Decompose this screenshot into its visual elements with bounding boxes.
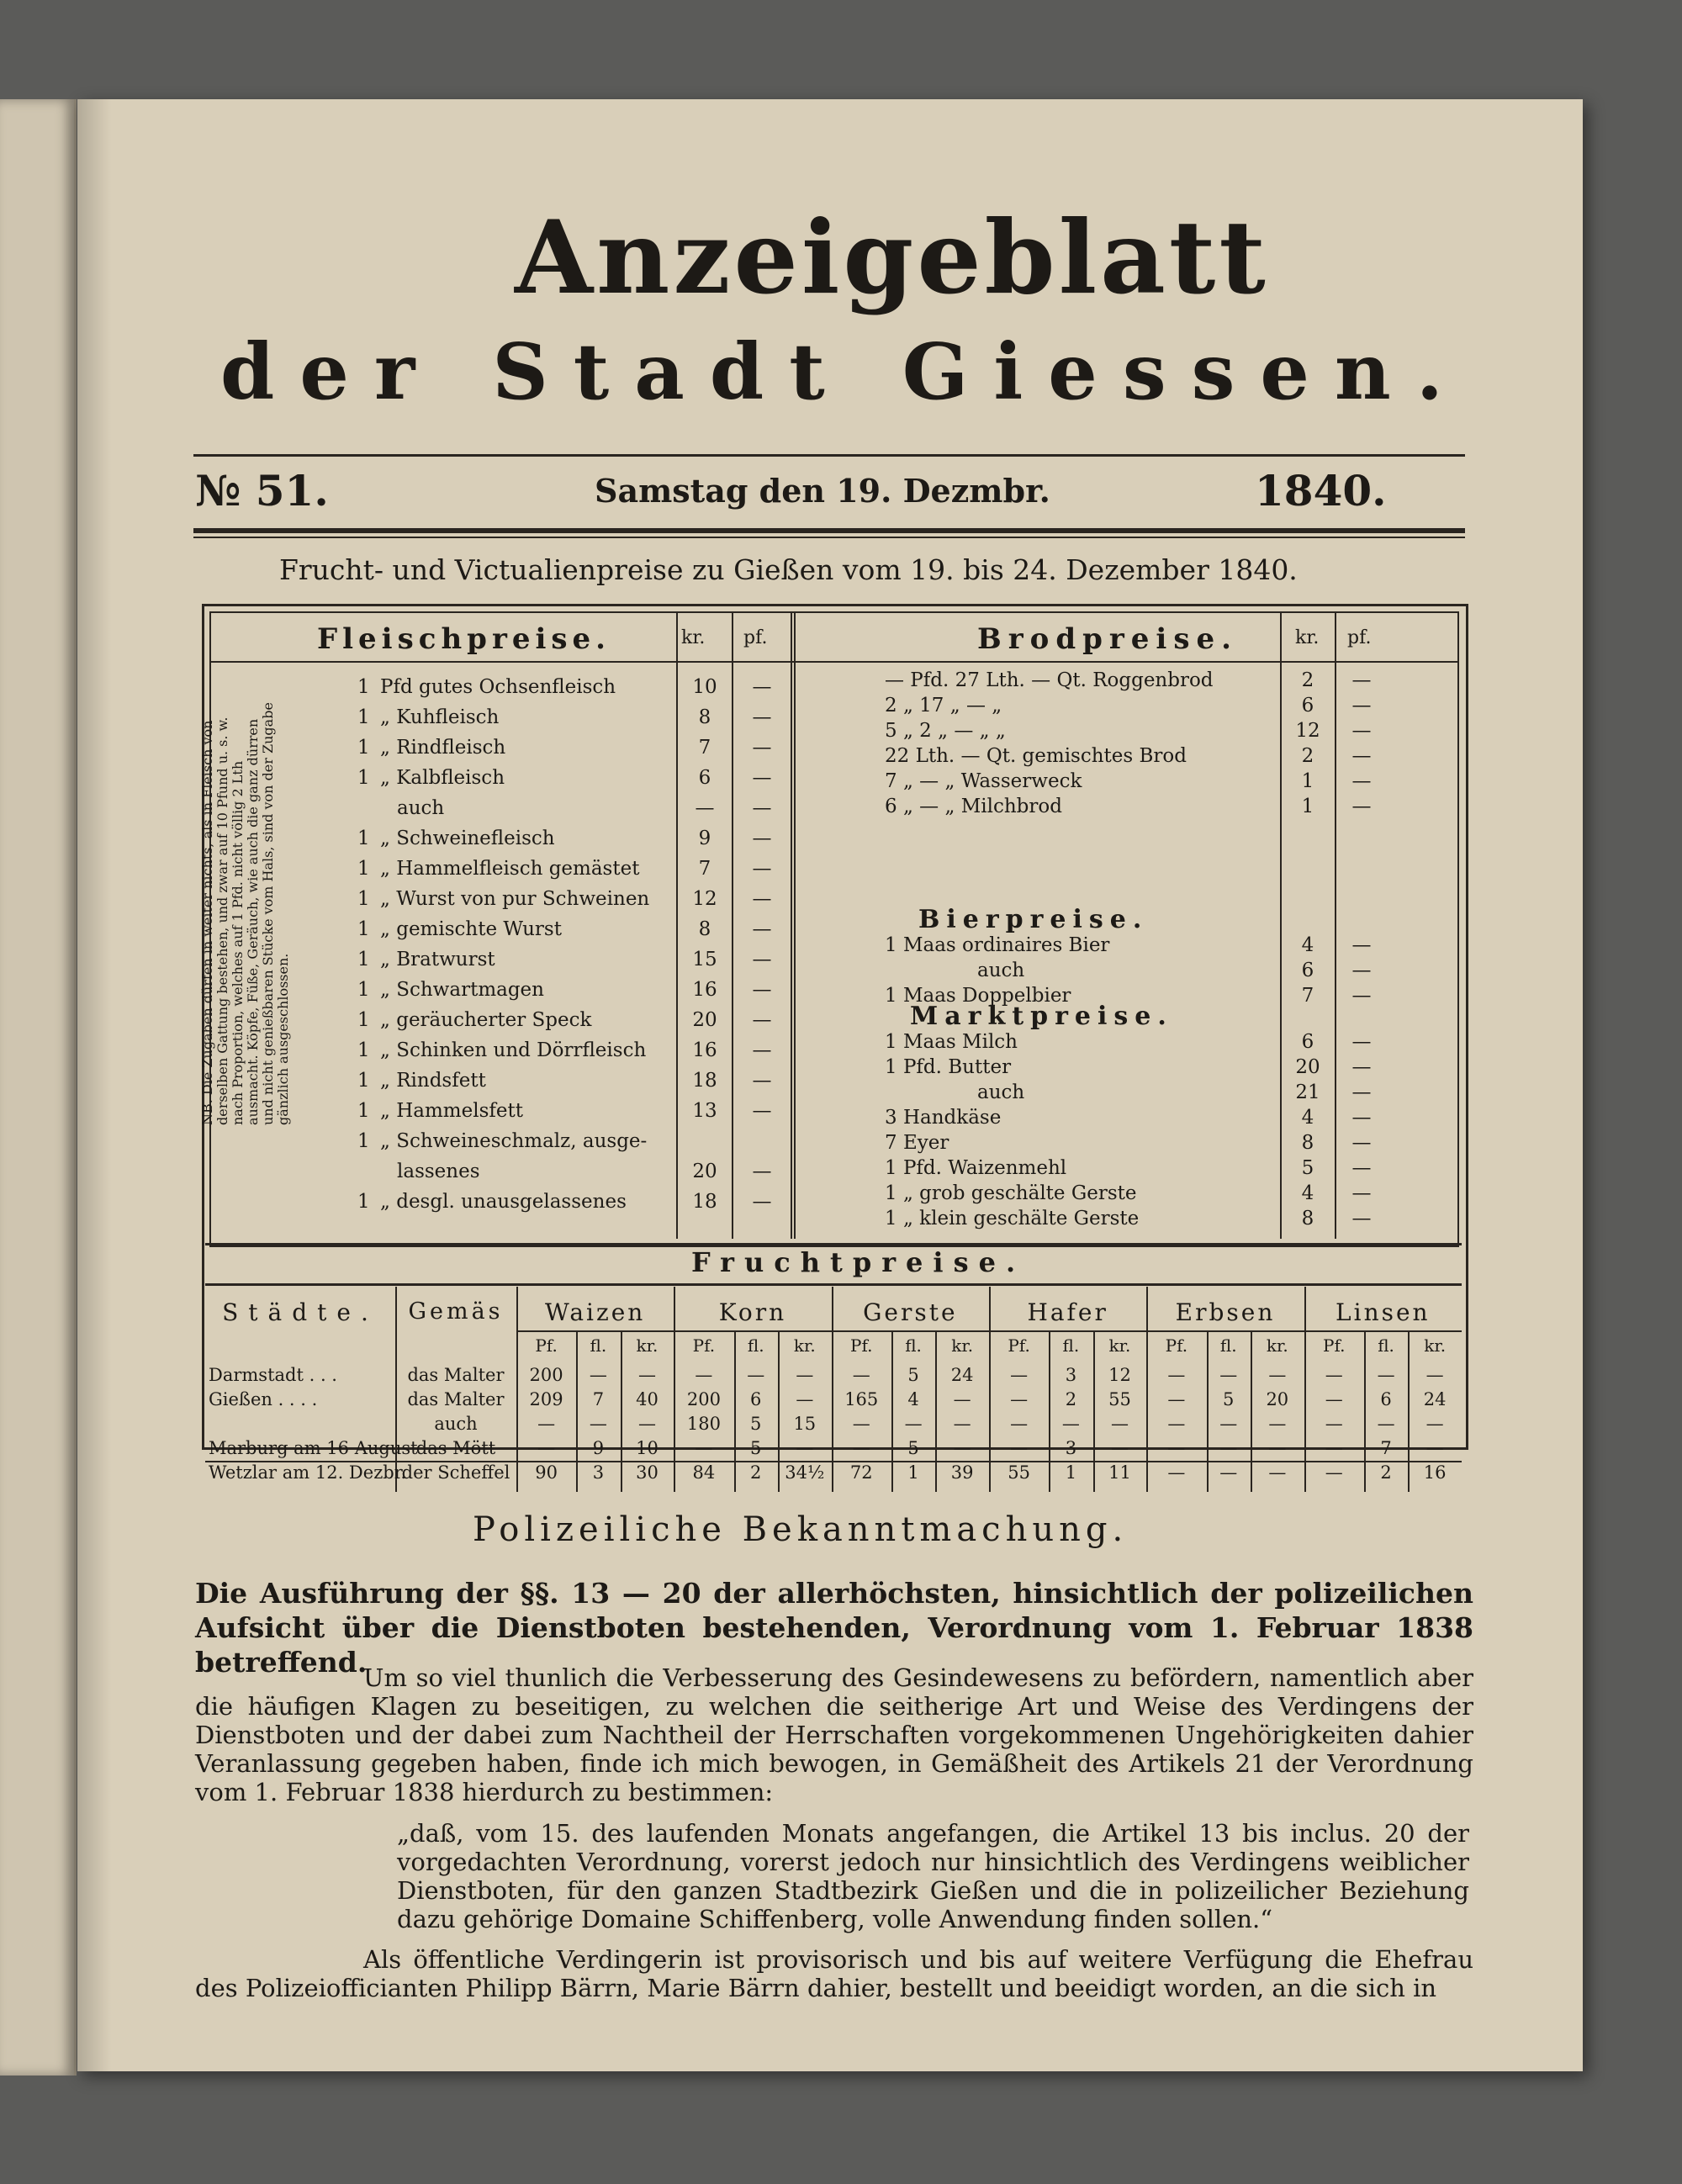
issue-date: Samstag den 19. Dezmbr. xyxy=(595,472,1050,510)
fleisch-pf: — xyxy=(752,888,772,910)
frucht-cell: — xyxy=(904,1414,923,1434)
fleisch-pf: — xyxy=(752,1009,772,1031)
frucht-cell: 11 xyxy=(1108,1462,1131,1483)
frucht-subcol-header: fl. xyxy=(1219,1335,1237,1356)
frucht-subcol-header: fl. xyxy=(747,1335,764,1356)
fleisch-kr: 20 xyxy=(692,1009,717,1031)
markt-kr: 8 xyxy=(1301,1132,1314,1154)
fleisch-qty: 1 xyxy=(357,767,370,789)
frucht-subcol-header: Pf. xyxy=(849,1335,873,1356)
frucht-grain-header: Korn xyxy=(718,1298,787,1326)
fleisch-kr: 8 xyxy=(698,706,711,728)
fleisch-end-divider xyxy=(791,612,792,1239)
brod-pf: — xyxy=(1351,695,1372,717)
frucht-cell: 15 xyxy=(793,1414,817,1434)
frucht-cell: 5 xyxy=(750,1438,762,1458)
frucht-cell: — xyxy=(953,1438,971,1458)
frucht-cell: 4 xyxy=(907,1389,919,1409)
fleisch-pf: — xyxy=(752,1039,772,1061)
bier-pf: — xyxy=(1351,985,1372,1007)
fleisch-kr: 18 xyxy=(692,1070,717,1092)
fleisch-qty: 1 xyxy=(357,918,370,940)
markt-pf: — xyxy=(1351,1081,1372,1103)
markt-pf: — xyxy=(1351,1132,1372,1154)
frucht-cell: — xyxy=(589,1414,607,1434)
fleisch-kr: 13 xyxy=(692,1100,717,1122)
frucht-subcol-header: kr. xyxy=(636,1335,659,1356)
brod-heading: Brodpreise. xyxy=(977,622,1238,656)
frucht-cell: 3 xyxy=(1065,1438,1077,1458)
fleisch-header-line xyxy=(210,661,875,663)
markt-kr: 8 xyxy=(1301,1208,1314,1229)
bier-item: auch xyxy=(977,960,1025,981)
fleisch-note: NB. Die Zugaben dürfen in weiter nichts, als in Fleisch von derselben Gattung bestehen, und zwar auf 10 Pfund u. s. w. nach Proportion, welches auf 1 Pfd. nicht völlig 2 Lth ausmacht. Köpfe, Füße, Geräuch, wie auch die ganz dürren und nicht genießbaren Stücke vom Hals, sind von der Zugabe gänzlich ausgeschlossen. xyxy=(199,702,291,1125)
markt-item: 1 „ grob geschälte Gerste xyxy=(885,1182,1137,1204)
notice-heading: Polizeiliche Bekanntmachung. xyxy=(473,1510,1129,1549)
notice-paragraph-2: Als öffentliche Verdingerin ist provisorisch und bis auf weitere Verfügung die Ehefrau des Polizeiofficianten Philipp Bärrn, Marie Bärrn dahier, bestellt und beeidigt worden, an die sich in xyxy=(195,1945,1473,2002)
fleisch-pf: — xyxy=(752,858,772,880)
masthead-rule-top xyxy=(193,454,1465,457)
frucht-cell: — xyxy=(537,1438,556,1458)
fleisch-pf: — xyxy=(752,979,772,1001)
brod-pf: — xyxy=(1351,796,1372,817)
bier-item: 1 Maas ordinaires Bier xyxy=(885,934,1110,956)
frucht-cell: — xyxy=(537,1414,556,1434)
frucht-cell: — xyxy=(1425,1438,1444,1458)
frucht-cell: — xyxy=(747,1365,765,1385)
frucht-cell: 180 xyxy=(686,1414,721,1434)
brod-pf: — xyxy=(1351,770,1372,792)
frucht-cell: — xyxy=(1219,1414,1238,1434)
bier-item: 1 Maas Doppelbier xyxy=(885,985,1071,1007)
frucht-cell: — xyxy=(1167,1462,1186,1483)
bier-kr: 7 xyxy=(1301,985,1314,1007)
fleisch-qty: 1 xyxy=(357,706,370,728)
markt-pf: — xyxy=(1351,1157,1372,1179)
markt-item: 3 Handkäse xyxy=(885,1107,1002,1129)
frucht-subcol-header: fl. xyxy=(1062,1335,1080,1356)
fleisch-kr: 6 xyxy=(698,767,711,789)
frucht-subcol-header: fl. xyxy=(905,1335,922,1356)
markt-item: 7 Eyer xyxy=(885,1132,949,1154)
frucht-gemaes: das Mött xyxy=(415,1438,496,1458)
frucht-cell: — xyxy=(1110,1414,1129,1434)
frucht-stadt: Gießen . . . . xyxy=(209,1389,318,1409)
frucht-cell: — xyxy=(695,1438,713,1458)
notice-lead: Die Ausführung der §§. 13 — 20 der allerhöchsten, hinsichtlich der polizeilichen Aufsicht über die Dienstboten bestehenden, Verordnung vom 1. Februar 1838 betreffend. xyxy=(195,1577,1473,1679)
fleisch-qty: 1 xyxy=(357,1009,370,1031)
frucht-cell: 5 xyxy=(907,1438,919,1458)
masthead-rule-bottom xyxy=(193,528,1465,533)
brod-kr: 2 xyxy=(1301,669,1314,691)
frucht-stadt: Marburg am 16 August xyxy=(209,1438,418,1458)
frucht-cell: 2 xyxy=(750,1462,762,1483)
brod-col-pf: pf. xyxy=(1347,627,1372,648)
masthead-title: Anzeigeblatt xyxy=(515,198,1269,317)
notice-paragraph-1: Um so viel thunlich die Verbesserung des Gesindewesens zu befördern, namentlich aber die häufigen Klagen zu beseitigen, zu welchen die seitherige Art und Weise des Verdingens der Dienstboten und der dabei zum Nachtheil der Herrschaften vorgekommenen Ungehörigkeiten dahier Veranlassung gegeben haben, finde ich mich bewogen, in Gemäßheit des Artikels 21 der Verordnung vom 1. Februar 1838 hierdurch zu bestimmen: xyxy=(195,1663,1473,1806)
frucht-cell: 2 xyxy=(1065,1389,1077,1409)
bier-kr: 6 xyxy=(1301,960,1314,981)
frucht-cell: — xyxy=(1219,1365,1238,1385)
frucht-gemaes: das Malter xyxy=(407,1365,505,1385)
frucht-cell: 2 xyxy=(1380,1462,1392,1483)
frucht-grain-header: Waizen xyxy=(544,1298,646,1326)
frucht-cell: 55 xyxy=(1008,1462,1030,1483)
brod-kr: 1 xyxy=(1301,770,1314,792)
frucht-gemaes: der Scheffel xyxy=(401,1462,510,1483)
frucht-cell: 12 xyxy=(1108,1365,1131,1385)
frucht-cell: 24 xyxy=(950,1365,974,1385)
fleisch-qty: 1 xyxy=(357,1100,370,1122)
fleisch-kr: 16 xyxy=(692,1039,717,1061)
fleisch-pf: — xyxy=(752,828,772,849)
brod-item: 6 „ — „ Milchbrod xyxy=(885,796,1062,817)
brod-item: 5 „ 2 „ — „ „ xyxy=(885,720,1006,742)
bier-pf: — xyxy=(1351,960,1372,981)
masthead-rule-thin xyxy=(193,537,1465,538)
frucht-heading-line xyxy=(205,1283,1462,1286)
fleisch-qty: 1 xyxy=(357,676,370,698)
frucht-subcol-header: fl. xyxy=(1378,1335,1394,1356)
frucht-subcol-header: Pf. xyxy=(692,1335,716,1356)
frucht-cell: — xyxy=(1425,1365,1444,1385)
frucht-cell: 6 xyxy=(750,1389,762,1409)
fleisch-kr: 9 xyxy=(698,828,711,849)
fleisch-qty: 1 xyxy=(357,1039,370,1061)
frucht-cell: 200 xyxy=(686,1389,721,1409)
fleisch-col-pf: pf. xyxy=(743,627,768,648)
frucht-cell: 3 xyxy=(592,1462,605,1483)
fleisch-qty: 1 xyxy=(357,1191,370,1213)
fleisch-item: „ desgl. unausgelassenes xyxy=(380,1191,627,1213)
frucht-cell: 20 xyxy=(1266,1389,1289,1409)
frucht-cell: — xyxy=(1268,1365,1287,1385)
frucht-subcol-header: fl. xyxy=(590,1335,607,1356)
markt-pf: — xyxy=(1351,1056,1372,1078)
markt-item: 1 Maas Milch xyxy=(885,1031,1018,1053)
frucht-subcol-header: kr. xyxy=(951,1335,974,1356)
frucht-cell: — xyxy=(1167,1438,1186,1458)
markt-kr: 4 xyxy=(1301,1182,1314,1204)
fleisch-kr: 10 xyxy=(692,676,717,698)
frucht-subcol-header: Pf. xyxy=(535,1335,558,1356)
frucht-cell: — xyxy=(1268,1414,1287,1434)
frucht-subcol-header: Pf. xyxy=(1008,1335,1030,1356)
frucht-gemaes: das Malter xyxy=(407,1389,505,1409)
frucht-cell: 5 xyxy=(907,1365,919,1385)
fleisch-qty: 1 xyxy=(357,888,370,910)
frucht-cell: — xyxy=(1219,1462,1238,1483)
fleisch-item: auch xyxy=(397,797,445,819)
frucht-cell: — xyxy=(1167,1414,1186,1434)
fleisch-pf: — xyxy=(752,767,772,789)
frucht-cell: — xyxy=(1425,1414,1444,1434)
markt-item: 1 Pfd. Waizenmehl xyxy=(885,1157,1067,1179)
center-divider xyxy=(794,612,796,1239)
fleisch-item: Pfd gutes Ochsenfleisch xyxy=(380,676,616,698)
fleisch-qty: 1 xyxy=(357,1070,370,1092)
fleisch-item: „ Kuhfleisch xyxy=(380,706,500,728)
frucht-cell: — xyxy=(637,1365,656,1385)
facing-page-edge xyxy=(0,99,77,2076)
issue-year: 1840. xyxy=(1255,466,1387,516)
fleisch-item: „ gemischte Wurst xyxy=(380,918,562,940)
bier-kr: 4 xyxy=(1301,934,1314,956)
frucht-cell: — xyxy=(1268,1438,1287,1458)
fleisch-item: „ Wurst von pur Schweinen xyxy=(380,888,650,910)
markt-item: 1 Pfd. Butter xyxy=(885,1056,1012,1078)
fleisch-pf: — xyxy=(752,676,772,698)
brod-col-kr: kr. xyxy=(1295,627,1320,648)
fleisch-qty: 1 xyxy=(357,737,370,759)
frucht-cell: 5 xyxy=(750,1414,762,1434)
frucht-stadt: Wetzlar am 12. Dezbr. xyxy=(209,1462,407,1483)
frucht-cell: — xyxy=(1325,1365,1343,1385)
frucht-cell: 9 xyxy=(592,1438,605,1458)
frucht-cell: — xyxy=(953,1389,971,1409)
frucht-cell: 55 xyxy=(1108,1389,1131,1409)
frucht-cell: — xyxy=(695,1365,713,1385)
brod-pf: — xyxy=(1351,745,1372,767)
fleisch-pf: — xyxy=(752,706,772,728)
frucht-cell: 1 xyxy=(907,1462,919,1483)
fleisch-item: „ Schwartmagen xyxy=(380,979,544,1001)
markt-item: 1 „ klein geschälte Gerste xyxy=(885,1208,1140,1229)
bier-pf: — xyxy=(1351,934,1372,956)
masthead-subtitle: der Stadt Giessen. xyxy=(220,326,1468,417)
brod-kr: 6 xyxy=(1301,695,1314,717)
frucht-cell: 3 xyxy=(1065,1365,1077,1385)
brod-item: 2 „ 17 „ — „ xyxy=(885,695,1002,717)
frucht-subcol-header: kr. xyxy=(793,1335,816,1356)
fleisch-pf: — xyxy=(752,949,772,970)
brod-item: 22 Lth. — Qt. gemischtes Brod xyxy=(885,745,1187,767)
frucht-stadt: Darmstadt . . . xyxy=(209,1365,337,1385)
frucht-cell: 16 xyxy=(1423,1462,1447,1483)
fleisch-item: „ Schweineschmalz, ausge- xyxy=(380,1130,648,1152)
fleisch-qty: 1 xyxy=(357,979,370,1001)
frucht-cell: — xyxy=(852,1438,870,1458)
markt-kr: 20 xyxy=(1295,1056,1320,1078)
frucht-gemaes: auch xyxy=(434,1414,478,1434)
frucht-cell: — xyxy=(589,1365,607,1385)
fleisch-pf: — xyxy=(752,737,772,759)
markt-kr: 21 xyxy=(1295,1081,1320,1103)
issue-number: № 51. xyxy=(195,466,329,516)
frucht-cell: — xyxy=(1268,1462,1287,1483)
frucht-subcol-header: kr. xyxy=(1108,1335,1131,1356)
fleisch-kr: 12 xyxy=(692,888,717,910)
frucht-cell: 200 xyxy=(529,1365,563,1385)
fleisch-pf: — xyxy=(752,1161,772,1182)
fleisch-item: „ Hammelfleisch gemästet xyxy=(380,858,640,880)
frucht-cell: — xyxy=(1377,1365,1395,1385)
fleisch-qty: 1 xyxy=(357,828,370,849)
frucht-cell: — xyxy=(1325,1389,1343,1409)
frucht-cell: 7 xyxy=(1380,1438,1392,1458)
brod-kr: 1 xyxy=(1301,796,1314,817)
brod-kr: 2 xyxy=(1301,745,1314,767)
markt-pf: — xyxy=(1351,1208,1372,1229)
frucht-grain-header: Gerste xyxy=(863,1298,958,1326)
fleisch-pf: — xyxy=(752,1070,772,1092)
fleisch-pf: — xyxy=(752,1191,772,1213)
prices-heading: Frucht- und Victualienpreise zu Gießen vom 19. bis 24. Dezember 1840. xyxy=(279,553,1298,586)
frucht-grain-header: Erbsen xyxy=(1175,1298,1276,1326)
fleisch-kr: 7 xyxy=(698,858,711,880)
fleisch-pf: — xyxy=(752,918,772,940)
frucht-row-divider xyxy=(205,1461,1462,1462)
frucht-cell: 84 xyxy=(692,1462,716,1483)
frucht-subcol-header: kr. xyxy=(1266,1335,1288,1356)
frucht-top-line xyxy=(205,1243,1462,1245)
frucht-subheader-line xyxy=(516,1330,1462,1332)
fleisch-item: „ Bratwurst xyxy=(380,949,495,970)
fleisch-item: „ Rindsfett xyxy=(380,1070,486,1092)
fleisch-item: „ Hammelsfett xyxy=(380,1100,523,1122)
fleisch-pf: — xyxy=(752,1100,772,1122)
frucht-cell: — xyxy=(1325,1414,1343,1434)
frucht-cell: 165 xyxy=(844,1389,879,1409)
frucht-cell: 40 xyxy=(636,1389,659,1409)
markt-pf: — xyxy=(1351,1031,1372,1053)
frucht-cell: — xyxy=(852,1365,870,1385)
fleisch-kr: 15 xyxy=(692,949,717,970)
frucht-cell: — xyxy=(796,1389,814,1409)
frucht-cell: — xyxy=(953,1414,971,1434)
frucht-subcol-header: kr. xyxy=(1424,1335,1447,1356)
fleisch-qty: 1 xyxy=(357,858,370,880)
frucht-cell: — xyxy=(796,1438,814,1458)
newspaper-page xyxy=(77,99,1583,2071)
fleisch-kr: 18 xyxy=(692,1191,717,1213)
fleisch-heading: Fleischpreise. xyxy=(317,622,611,656)
fleisch-qty: 1 xyxy=(357,1130,370,1152)
frucht-cell: 6 xyxy=(1380,1389,1392,1409)
fleisch-kr: 7 xyxy=(698,737,711,759)
frucht-cell: — xyxy=(796,1365,814,1385)
frucht-cell: — xyxy=(852,1414,870,1434)
frucht-cell: 7 xyxy=(592,1389,605,1409)
markt-pf: — xyxy=(1351,1182,1372,1204)
frucht-col-gemaes: Gemäs xyxy=(408,1298,504,1325)
frucht-subcol-header: Pf. xyxy=(1165,1335,1188,1356)
frucht-subcol-header: Pf. xyxy=(1322,1335,1346,1356)
fleisch-pf: — xyxy=(752,797,772,819)
bier-heading: Bierpreise. xyxy=(918,905,1149,934)
frucht-cell: 90 xyxy=(535,1462,558,1483)
fleisch-kr: 8 xyxy=(698,918,711,940)
markt-kr: 5 xyxy=(1301,1157,1314,1179)
frucht-cell: — xyxy=(1010,1414,1029,1434)
frucht-cell: — xyxy=(1377,1414,1395,1434)
fleisch-item: „ geräucherter Speck xyxy=(380,1009,592,1031)
frucht-cell: — xyxy=(1219,1438,1238,1458)
frucht-grain-header: Linsen xyxy=(1336,1298,1431,1326)
frucht-grain-header: Hafer xyxy=(1027,1298,1108,1326)
frucht-cell: 24 xyxy=(1423,1389,1447,1409)
frucht-cell: — xyxy=(1325,1438,1343,1458)
frucht-cell: 1 xyxy=(1065,1462,1077,1483)
notice-quote: „daß, vom 15. des laufenden Monats angefangen, die Artikel 13 bis inclus. 20 der vorgedachten Verordnung, vorerst jedoch nur hinsichtlich des Verdingens weiblicher Dienstboten, für den ganzen Stadtbezirk Gießen und die in polizeilicher Beziehung dazu gehörige Domaine Schiffenberg, volle Anwendung finden sollen.“ xyxy=(397,1819,1469,1933)
markt-pf: — xyxy=(1351,1107,1372,1129)
fleisch-item: „ Kalbfleisch xyxy=(380,767,505,789)
frucht-cell: — xyxy=(1061,1414,1080,1434)
markt-heading: Marktpreise. xyxy=(910,1002,1173,1031)
frucht-cell: 10 xyxy=(636,1438,659,1458)
fleisch-kr: 20 xyxy=(692,1161,717,1182)
brod-item: 7 „ — „ Wasserweck xyxy=(885,770,1082,792)
frucht-cell: — xyxy=(1010,1389,1029,1409)
markt-kr: 4 xyxy=(1301,1107,1314,1129)
fleisch-col-kr: kr. xyxy=(681,627,706,648)
frucht-cell: — xyxy=(637,1414,656,1434)
frucht-cell: — xyxy=(1167,1389,1186,1409)
brod-kr: 12 xyxy=(1295,720,1320,742)
frucht-col-staedte: Städte. xyxy=(222,1298,378,1326)
frucht-cell: 39 xyxy=(950,1462,974,1483)
markt-item: auch xyxy=(977,1081,1025,1103)
frucht-heading: Fruchtpreise. xyxy=(691,1246,1026,1278)
frucht-cell: 209 xyxy=(529,1389,563,1409)
fleisch-qty: 1 xyxy=(357,949,370,970)
fleisch-item: „ Rindfleisch xyxy=(380,737,506,759)
brod-header-line xyxy=(797,661,1457,663)
frucht-cell: 5 xyxy=(1223,1389,1235,1409)
frucht-cell: 72 xyxy=(849,1462,873,1483)
frucht-cell: — xyxy=(1010,1438,1029,1458)
frucht-cell: — xyxy=(1010,1365,1029,1385)
frucht-cell: — xyxy=(1110,1438,1129,1458)
fleisch-kr: 16 xyxy=(692,979,717,1001)
brod-item: — Pfd. 27 Lth. — Qt. Roggenbrod xyxy=(885,669,1214,691)
frucht-cell: — xyxy=(1325,1462,1343,1483)
fleisch-item: „ Schinken und Dörrfleisch xyxy=(380,1039,647,1061)
frucht-cell: 30 xyxy=(636,1462,659,1483)
frucht-cell: — xyxy=(1167,1365,1186,1385)
markt-kr: 6 xyxy=(1301,1031,1314,1053)
fleisch-item: „ Schweinefleisch xyxy=(380,828,555,849)
frucht-cell: 34½ xyxy=(785,1462,825,1483)
brod-pf: — xyxy=(1351,720,1372,742)
fleisch-item: lassenes xyxy=(397,1161,480,1182)
brod-pf: — xyxy=(1351,669,1372,691)
fleisch-kr: — xyxy=(695,797,715,819)
